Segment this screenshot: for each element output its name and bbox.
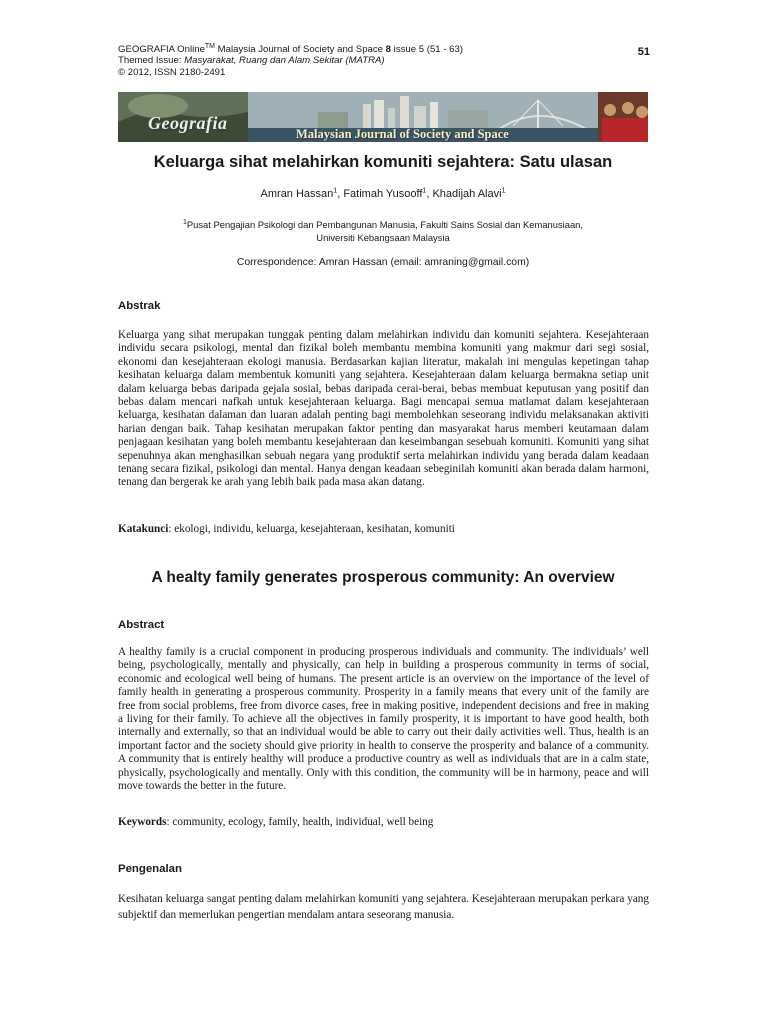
correspondence: Correspondence: Amran Hassan (email: amraning@gmail.com) [236,257,530,268]
abstract-heading: Abstract [118,619,165,631]
keywords-label: Keywords [118,816,167,828]
author-name: Khadijah Alavi [432,188,502,200]
abstrak-text: Keluarga yang sihat merupakan tunggak penting dalam melahirkan individu dan komuniti sejahtera. Kesejahteraan individu secara psikologi, mental dan fizikal boleh membantu membina komuniti yang makmur dari segi sosial, ekonomi dan kesejahteraan ekologi manusia. Berdasarkan kajian literatur, makalah ini mengulas kepetingan tahap kesihatan keluarga dalam membentuk komuniti yang sejahtera. Kesejahteraan dalam keluarga bermakna setiap unit dalam keluarga bebas daripada gejala sosial, bebas daripada cerai-berai, bebas membuat keputusan yang positif dan bebas dalam mencari nafkah untuk kesejahteraan keluarga. Bagi mencapai semua matlamat dalam kesejahteraan keluarga, kesihatan dalaman dan luaran adalah penting bagi membolehkan seseorang individu melaksanakan aktiviti harian dengan baik. Tahap kesihatan merupakan faktor penting dan masyarakat harus memberi keutamaan dalam penjagaan kesihatan yang boleh membantu kesejahteraan dan keseimbangan sesebuah komuniti. Komuniti yang sihat sepenuhnya akan menghasilkan sebuah negara yang produktif serta melahirkan individu yang berada dalam keadaan tenang secara fizikal, psikologi dan mental. Hanya dengan keadaan sebeginilah komuniti akan berada dalam harmoni, tenang dan bergerak ke arah yang lebih baik pada masa akan datang. [118,329,649,489]
author-list [118,188,648,200]
author-separator: , [426,188,433,200]
english-title: A healty family generates prosperous community: An overview [151,569,615,586]
katakunci-line [118,523,649,535]
abstract-text: A healthy family is a crucial component in producing prosperous individuals and community. The individuals’ well being, psychologically, mentally and physically, can help in building a prosperous community in terms of social, economic and ecological well being of humans. The present article is an overview on the importance of the level of family health in generating a prosperous community. Prosperity in a family means that every unit of the family are free from social problems, free from divorce cases, free in making positive, independent decisions and free in making a living for their family. To achieve all the objectives in family prosperity, it is important to have good health, both internally and externally, so that an individual would be able to carry out their daily activities well. Thus, health is an important factor and the society should give priority in health to conserve the prosperity and balance of a community. A community that is entirely healthy will produce a productive country as well as individuals that are in a calm state, physically, psychologically and mentally. Only with this condition, the community will be in harmony, peace and will move towards the better in the future. [118,646,649,793]
author-name: Amran Hassan [260,188,334,200]
pengenalan-heading: Pengenalan [118,863,182,875]
themed-issue-title: Masyarakat, Ruang dan Alam Sekitar (MATRA) [184,55,385,67]
journal-line [118,44,538,55]
katakunci-list: : ekologi, individu, keluarga, kesejahteraan, kesihatan, komuniti [168,523,455,535]
affiliation-line: Universiti Kebangsaan Malaysia [316,231,450,243]
themed-issue-line [118,55,538,66]
pengenalan-text: Kesihatan keluarga sangat penting dalam melahirkan komuniti yang sejahtera. Kesejahteraan merupakan perkara yang subjektif dan memerlukan pengertian mendalam antara seseorang manusia. [118,893,649,921]
keywords-line [118,816,649,828]
author-affil-mark: 1 [422,187,427,195]
banner-subtitle: Malaysian Journal of Society and Space [296,127,509,141]
trademark: TM [204,42,216,50]
affiliation-mark: 1 [183,218,187,226]
author-affil-mark: 1 [501,187,506,195]
katakunci-label: Katakunci [118,523,169,535]
affiliation-line [118,219,648,232]
keywords-list: : community, ecology, family, health, individual, well being [166,816,434,828]
affiliation-text: Pusat Pengajian Psikologi dan Pembangunan Manusia, Fakulti Sains Sosial dan Kemanusiaan, [186,219,583,230]
banner-logo: Geografia [148,113,228,133]
copyright-line: © 2012, ISSN 2180-2491 [118,66,226,78]
affiliation [118,219,648,244]
journal-name: GEOGRAFIA Online [118,44,205,55]
page-number: 51 [637,46,650,58]
journal-subtitle: Malaysia Journal of Society and Space [215,44,386,55]
themed-issue-label: Themed Issue: [118,55,185,67]
issue-info: issue 5 (51 - 63) [391,44,464,55]
malay-title: Keluarga sihat melahirkan komuniti sejahtera: Satu ulasan [153,153,613,171]
author-separator: , [337,188,344,200]
author-name: Fatimah Yusooff [343,188,423,200]
abstrak-heading: Abstrak [118,300,161,312]
author-affil-mark: 1 [333,187,338,195]
running-header [118,44,538,78]
volume-number: 8 [385,44,392,55]
